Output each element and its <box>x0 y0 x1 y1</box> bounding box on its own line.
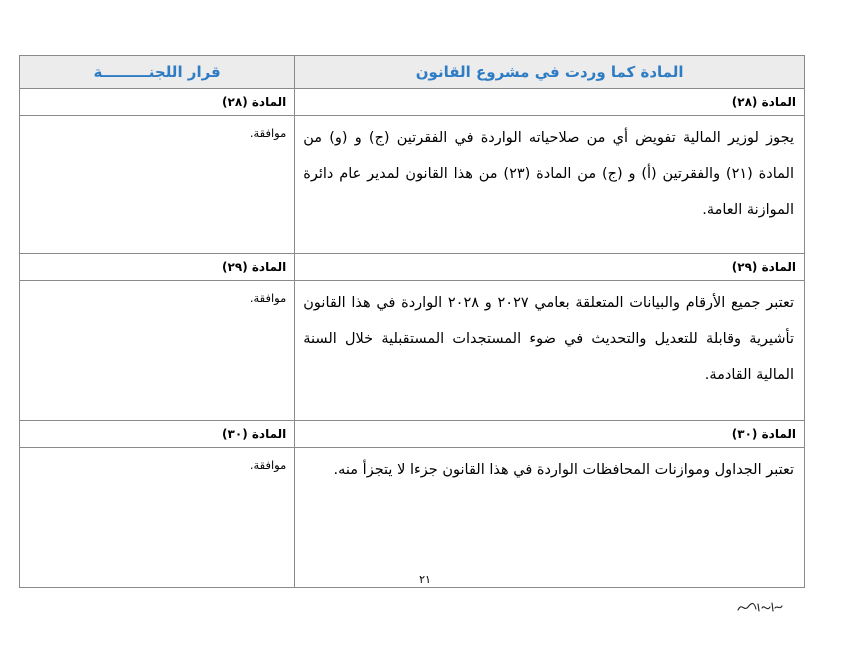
article-title: المادة (٢٨) <box>295 89 805 116</box>
article-text: تعتبر الجداول وموازنات المحافظات الواردة في هذا القانون جزءا لا يتجزأ منه. <box>295 448 805 588</box>
article-title-row <box>20 254 805 281</box>
page-number: ٢١ <box>419 573 431 586</box>
decision-article-title: المادة (٣٠) <box>20 421 295 448</box>
decision-text: موافقة. <box>20 116 295 254</box>
article-text: يجوز لوزير المالية تفويض أي من صلاحياته الواردة في الفقرتين (ج) و (و) من المادة (٢١) والفقرتين (أ) و (ج) من المادة (٢٣) من هذا القانون لمدير عام دائرة الموازنة العامة. <box>295 116 805 254</box>
table-header-row <box>20 56 805 89</box>
article-body-row <box>20 281 805 421</box>
decision-text: موافقة. <box>20 281 295 421</box>
article-title: المادة (٢٩) <box>295 254 805 281</box>
article-body-row <box>20 448 805 588</box>
committee-decisions-table <box>19 55 805 588</box>
article-title: المادة (٣٠) <box>295 421 805 448</box>
handwritten-signature <box>734 598 784 616</box>
header-main-article: المادة كما وردت في مشروع القانون <box>295 56 805 89</box>
article-body-row <box>20 116 805 254</box>
article-title-row <box>20 89 805 116</box>
article-text: تعتبر جميع الأرقام والبيانات المتعلقة بعامي ٢٠٢٧ و ٢٠٢٨ الواردة في هذا القانون تأشيرية وقابلة للتعديل والتحديث في ضوء المستجدات المستقبلية خلال السنة المالية القادمة. <box>295 281 805 421</box>
decision-article-title: المادة (٢٩) <box>20 254 295 281</box>
decision-text: موافقة. <box>20 448 295 588</box>
header-committee-decision: قرار اللجنـــــــــة <box>20 56 295 89</box>
article-title-row <box>20 421 805 448</box>
decision-article-title: المادة (٢٨) <box>20 89 295 116</box>
